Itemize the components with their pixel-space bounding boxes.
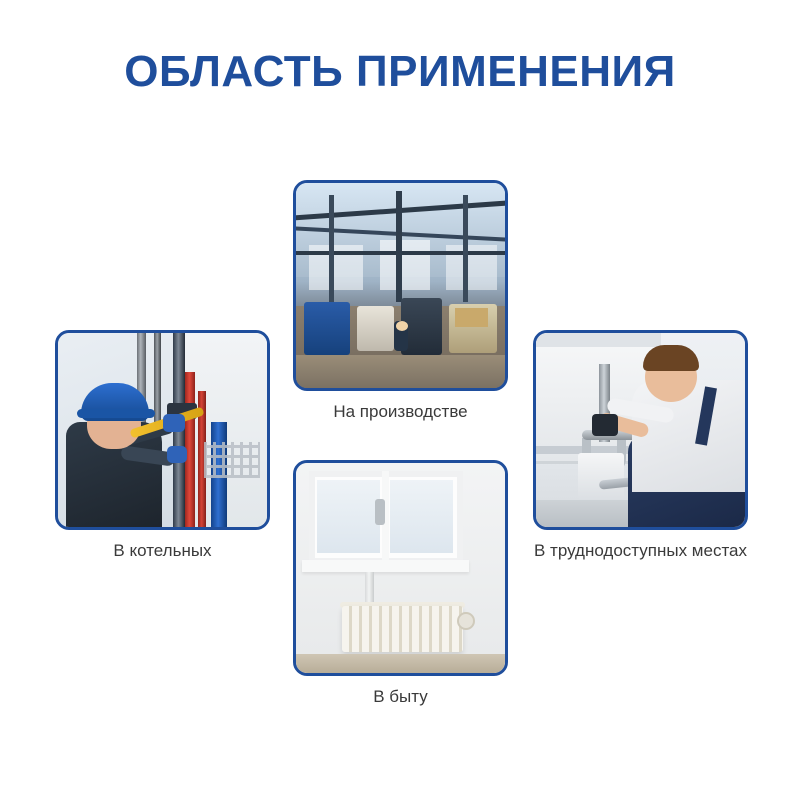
plumber-shirt [632, 380, 748, 493]
factory-crate [455, 308, 488, 326]
card-household [293, 460, 508, 707]
photo-production [293, 180, 508, 391]
window-handle-icon [375, 499, 385, 525]
hard-hat-brim [77, 409, 155, 418]
worker-glove [163, 414, 185, 432]
radiator-valve-icon [457, 612, 475, 630]
factory-column [396, 191, 402, 302]
factory-machine [357, 306, 395, 351]
caption-boiler-rooms: В котельных [113, 541, 212, 560]
boiler-radiator-icon [204, 442, 260, 478]
card-production [293, 180, 508, 422]
factory-window [380, 240, 430, 289]
window-glass [390, 480, 453, 554]
caption-household: В быту [373, 687, 428, 706]
countertop [536, 333, 661, 347]
photo-household [293, 460, 508, 676]
radiator-icon [342, 606, 463, 652]
boiler-red-pipe-icon [185, 372, 195, 527]
card-hard-to-reach [533, 330, 748, 561]
caption-production: На производстве [333, 402, 468, 421]
caption-hard-to-reach: В труднодоступных местах [533, 541, 747, 560]
factory-column [463, 195, 468, 302]
factory-column [329, 195, 334, 302]
factory-worker-head [396, 321, 408, 331]
photo-boiler-rooms [55, 330, 270, 530]
card-boiler-rooms [55, 330, 270, 561]
photo-hard-to-reach [533, 330, 748, 530]
worker-glove [167, 446, 187, 463]
factory-aisle [296, 355, 505, 388]
room-floor [296, 654, 505, 673]
page-title: ОБЛАСТЬ ПРИМЕНЕНИЯ [124, 47, 676, 96]
pipe-wrench-icon [592, 414, 618, 436]
plumber-hair [643, 345, 699, 371]
under-sink-appliance [578, 453, 624, 500]
window-glass [317, 480, 380, 554]
factory-machine [304, 302, 350, 355]
window-sill [302, 560, 469, 572]
